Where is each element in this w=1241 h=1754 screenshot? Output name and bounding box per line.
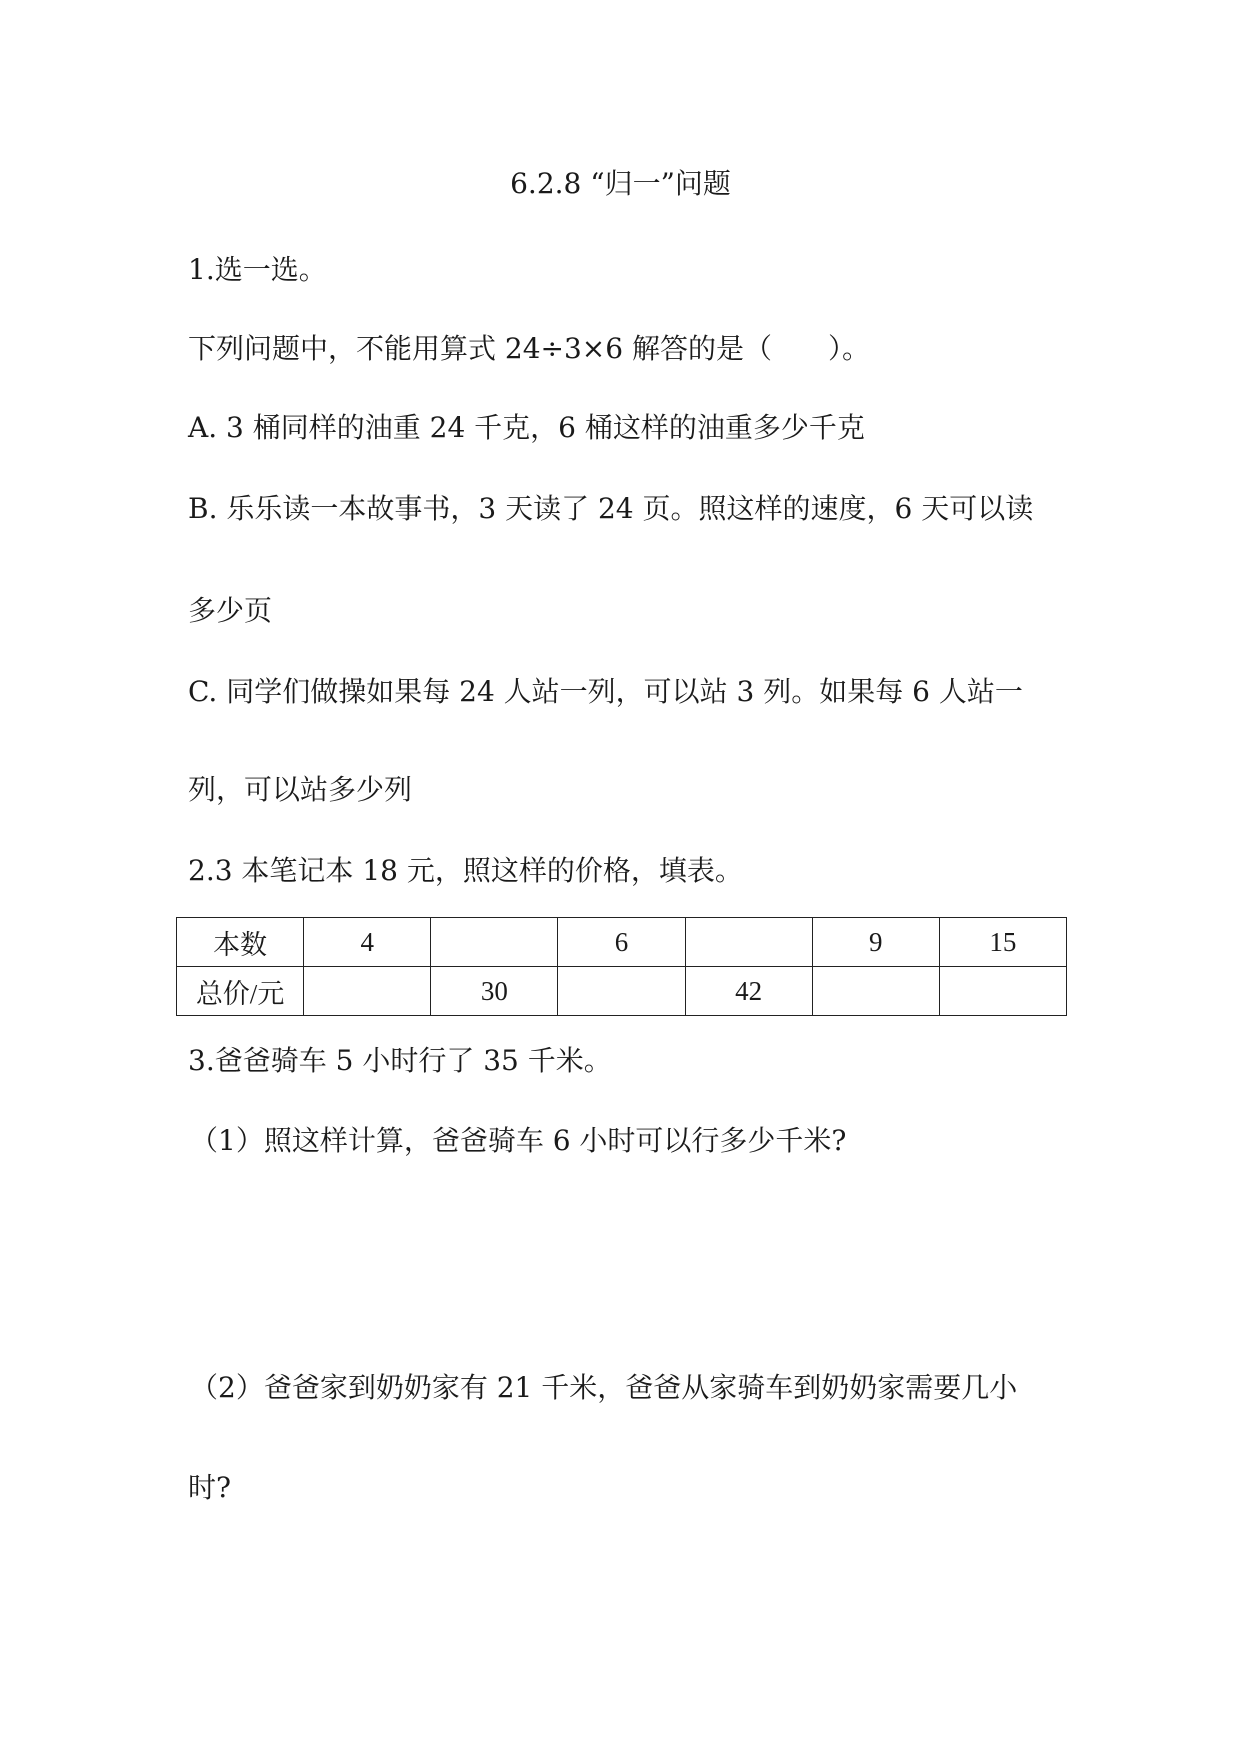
price-table [176,917,1067,1016]
table-cell [939,967,1066,1016]
table-cell [431,918,558,967]
question-1-option-c-line-2: 列，可以站多少列 [188,773,413,806]
table-cell: 本数 [177,918,304,967]
question-3-heading: 3.爸爸骑车 5 小时行了 35 千米。 [188,1044,612,1077]
question-2-heading: 2.3 本笔记本 18 元，照这样的价格，填表。 [188,854,743,887]
table-row [177,967,1067,1016]
table-row [177,918,1067,967]
question-1-option-a: A. 3 桶同样的油重 24 千克，6 桶这样的油重多少千克 [188,411,865,444]
table-cell: 15 [939,918,1066,967]
question-3-sub-1: （1）照这样计算，爸爸骑车 6 小时可以行多少千米? [190,1124,847,1157]
table-cell: 4 [304,918,431,967]
table-cell: 6 [558,918,685,967]
page-title: 6.2.8 “归一”问题 [510,167,731,200]
question-1-stem: 下列问题中，不能用算式 24÷3×6 解答的是（ ）。 [188,332,870,365]
question-1-option-c-line-1: C. 同学们做操如果每 24 人站一列，可以站 3 列。如果每 6 人站一 [188,675,1023,708]
question-3-sub-2-line-2: 时? [188,1471,232,1504]
table-cell: 总价/元 [177,967,304,1016]
table-cell: 30 [431,967,558,1016]
table-cell [558,967,685,1016]
table-cell: 42 [685,967,812,1016]
question-1-option-b-line-1: B. 乐乐读一本故事书，3 天读了 24 页。照这样的速度，6 天可以读 [188,492,1034,525]
table-cell [685,918,812,967]
table-cell [304,967,431,1016]
table-cell: 9 [812,918,939,967]
table-cell [812,967,939,1016]
question-3-sub-2-line-1: （2）爸爸家到奶奶家有 21 千米，爸爸从家骑车到奶奶家需要几小 [190,1371,1018,1404]
question-1-option-b-line-2: 多少页 [188,594,273,627]
question-1-heading: 1.选一选。 [188,253,327,286]
